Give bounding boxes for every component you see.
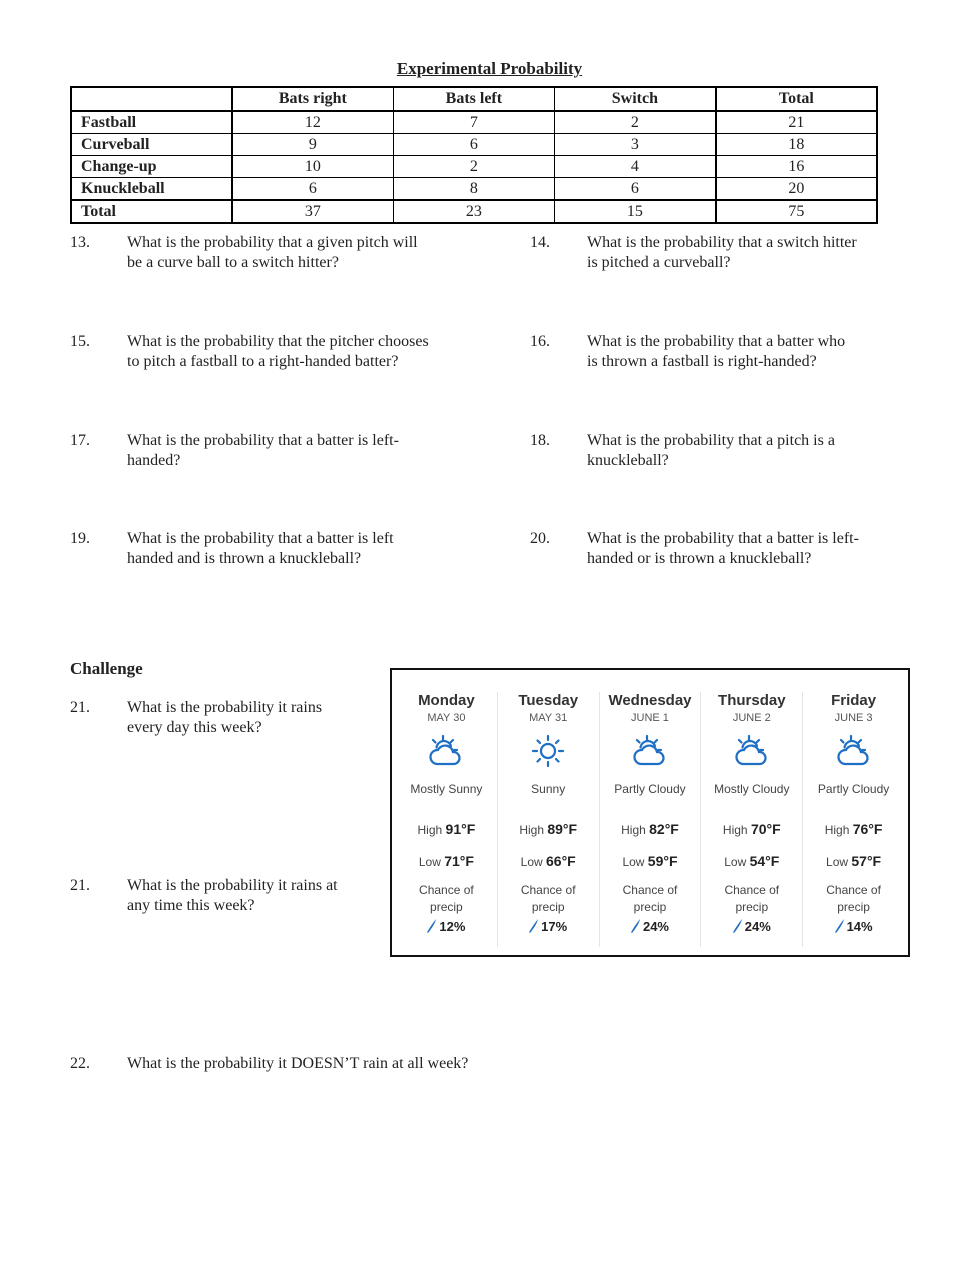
day-date: MAY 31 xyxy=(529,712,568,724)
forecast-day-wednesday xyxy=(600,692,702,947)
high-temp: High 91°F xyxy=(417,821,476,837)
table-cell: 9 xyxy=(232,134,393,156)
table-cell: 23 xyxy=(393,200,554,223)
partly-cloudy-icon xyxy=(803,731,904,771)
precip-value: 24% xyxy=(701,917,802,937)
question-text: What is the probability that the pitcher chooses to pitch a fastball to a right-handed batter? xyxy=(127,333,429,370)
question-text: What is the probability it rains at any time this week? xyxy=(127,877,338,914)
precip-value: 17% xyxy=(498,917,599,937)
question-text: What is the probability that a batter who is thrown a fastball is right-handed? xyxy=(587,333,846,370)
low-temp: Low 57°F xyxy=(826,853,882,869)
table-cell: 6 xyxy=(393,134,554,156)
weather-forecast-panel xyxy=(390,668,910,957)
table-corner-cell xyxy=(71,87,232,111)
day-name: Thursday xyxy=(718,692,786,709)
table-cell: 75 xyxy=(716,200,877,223)
question-number: 14. xyxy=(530,234,550,251)
day-name: Tuesday xyxy=(518,692,579,709)
column-header: Switch xyxy=(555,87,716,111)
day-date: MAY 30 xyxy=(427,712,466,724)
question-number: 20. xyxy=(530,530,550,547)
table-cell: 4 xyxy=(555,156,716,178)
day-date: JUNE 3 xyxy=(834,712,873,724)
table-row xyxy=(71,178,877,201)
challenge-heading: Challenge xyxy=(70,659,143,678)
forecast-day-monday xyxy=(396,692,498,947)
row-label: Total xyxy=(71,200,232,223)
partly-cloudy-icon xyxy=(600,731,701,771)
question-19 xyxy=(70,529,510,569)
question-number: 17. xyxy=(70,432,90,449)
question-text: What is the probability that a batter is left- handed or is thrown a knuckleball? xyxy=(587,530,859,567)
question-text: What is the probability it DOESN’T rain at all week? xyxy=(127,1055,469,1072)
partly-cloudy-icon xyxy=(396,731,497,771)
probability-table xyxy=(70,86,878,224)
weather-condition: Mostly Sunny xyxy=(410,782,483,796)
precip-value: 14% xyxy=(803,917,904,937)
question-number: 21. xyxy=(70,877,90,894)
challenge-question-no-rain xyxy=(70,1054,570,1074)
question-number: 13. xyxy=(70,234,90,251)
table-total-row xyxy=(71,200,877,223)
table-cell: 21 xyxy=(716,111,877,134)
weather-condition: Mostly Cloudy xyxy=(714,782,790,796)
weather-condition: Partly Cloudy xyxy=(614,782,686,796)
table-cell: 16 xyxy=(716,156,877,178)
question-14 xyxy=(530,233,930,273)
precip-label: Chance of precip xyxy=(520,883,576,914)
column-header: Bats right xyxy=(232,87,393,111)
table-cell: 6 xyxy=(555,178,716,201)
row-label: Knuckleball xyxy=(71,178,232,201)
precip-value: 12% xyxy=(396,917,497,937)
table-cell: 2 xyxy=(393,156,554,178)
weather-condition: Sunny xyxy=(531,782,566,796)
raindrop-icon xyxy=(733,918,743,934)
table-cell: 3 xyxy=(555,134,716,156)
worksheet-title: Experimental Probability xyxy=(396,59,583,78)
table-cell: 6 xyxy=(232,178,393,201)
high-temp: High 82°F xyxy=(621,821,679,837)
partly-cloudy-icon xyxy=(701,731,802,771)
question-18 xyxy=(530,431,930,471)
forecast-day-friday xyxy=(803,692,904,947)
row-label: Curveball xyxy=(71,134,232,156)
column-header: Bats left xyxy=(393,87,554,111)
day-name: Wednesday xyxy=(608,692,692,709)
precip-label: Chance of precip xyxy=(826,883,881,914)
day-date: JUNE 2 xyxy=(732,712,771,724)
row-label: Fastball xyxy=(71,111,232,134)
table-cell: 8 xyxy=(393,178,554,201)
table-cell: 12 xyxy=(232,111,393,134)
question-number: 18. xyxy=(530,432,550,449)
table-cell: 20 xyxy=(716,178,877,201)
question-number: 22. xyxy=(70,1055,90,1072)
question-15 xyxy=(70,332,510,372)
precip-label: Chance of precip xyxy=(622,883,678,914)
column-header: Total xyxy=(716,87,877,111)
table-row xyxy=(71,156,877,178)
question-text: What is the probability that a given pitch will be a curve ball to a switch hitter? xyxy=(127,234,418,271)
low-temp: Low 54°F xyxy=(724,853,780,869)
table-cell: 10 xyxy=(232,156,393,178)
challenge-question-rain-every-day xyxy=(70,698,370,738)
challenge-question-rain-any-time xyxy=(70,876,370,916)
precip-label: Chance of precip xyxy=(724,883,780,914)
low-temp: Low 59°F xyxy=(622,853,678,869)
low-temp: Low 71°F xyxy=(418,853,474,869)
table-cell: 37 xyxy=(232,200,393,223)
raindrop-icon xyxy=(427,918,437,934)
table-cell: 7 xyxy=(393,111,554,134)
raindrop-icon xyxy=(529,918,539,934)
question-20 xyxy=(530,529,930,569)
day-name: Monday xyxy=(418,692,475,709)
high-temp: High 76°F xyxy=(824,821,883,837)
question-text: What is the probability that a batter is left handed and is thrown a knuckleball? xyxy=(127,530,394,567)
table-cell: 18 xyxy=(716,134,877,156)
question-13 xyxy=(70,233,510,273)
high-temp: High 70°F xyxy=(722,821,781,837)
high-temp: High 89°F xyxy=(519,821,578,837)
raindrop-icon xyxy=(835,918,845,934)
question-text: What is the probability that a pitch is a knuckleball? xyxy=(587,432,835,469)
table-header-row xyxy=(71,87,877,111)
sun-icon xyxy=(498,731,599,771)
table-row xyxy=(71,111,877,134)
table-cell: 2 xyxy=(555,111,716,134)
question-17 xyxy=(70,431,510,471)
question-number: 21. xyxy=(70,699,90,716)
question-number: 16. xyxy=(530,333,550,350)
raindrop-icon xyxy=(631,918,641,934)
precip-value: 24% xyxy=(600,917,701,937)
question-text: What is the probability it rains every day this week? xyxy=(127,699,323,736)
table-row xyxy=(71,134,877,156)
forecast-day-tuesday xyxy=(498,692,600,947)
question-number: 15. xyxy=(70,333,90,350)
day-name: Friday xyxy=(831,692,877,709)
weather-condition: Partly Cloudy xyxy=(817,782,890,796)
precip-label: Chance of precip xyxy=(419,883,474,914)
low-temp: Low 66°F xyxy=(520,853,576,869)
question-text: What is the probability that a switch hitter is pitched a curveball? xyxy=(587,234,857,271)
day-date: JUNE 1 xyxy=(631,712,669,724)
question-16 xyxy=(530,332,930,372)
row-label: Change-up xyxy=(71,156,232,178)
question-number: 19. xyxy=(70,530,90,547)
forecast-day-thursday xyxy=(701,692,803,947)
question-text: What is the probability that a batter is left- handed? xyxy=(127,432,399,469)
table-cell: 15 xyxy=(555,200,716,223)
